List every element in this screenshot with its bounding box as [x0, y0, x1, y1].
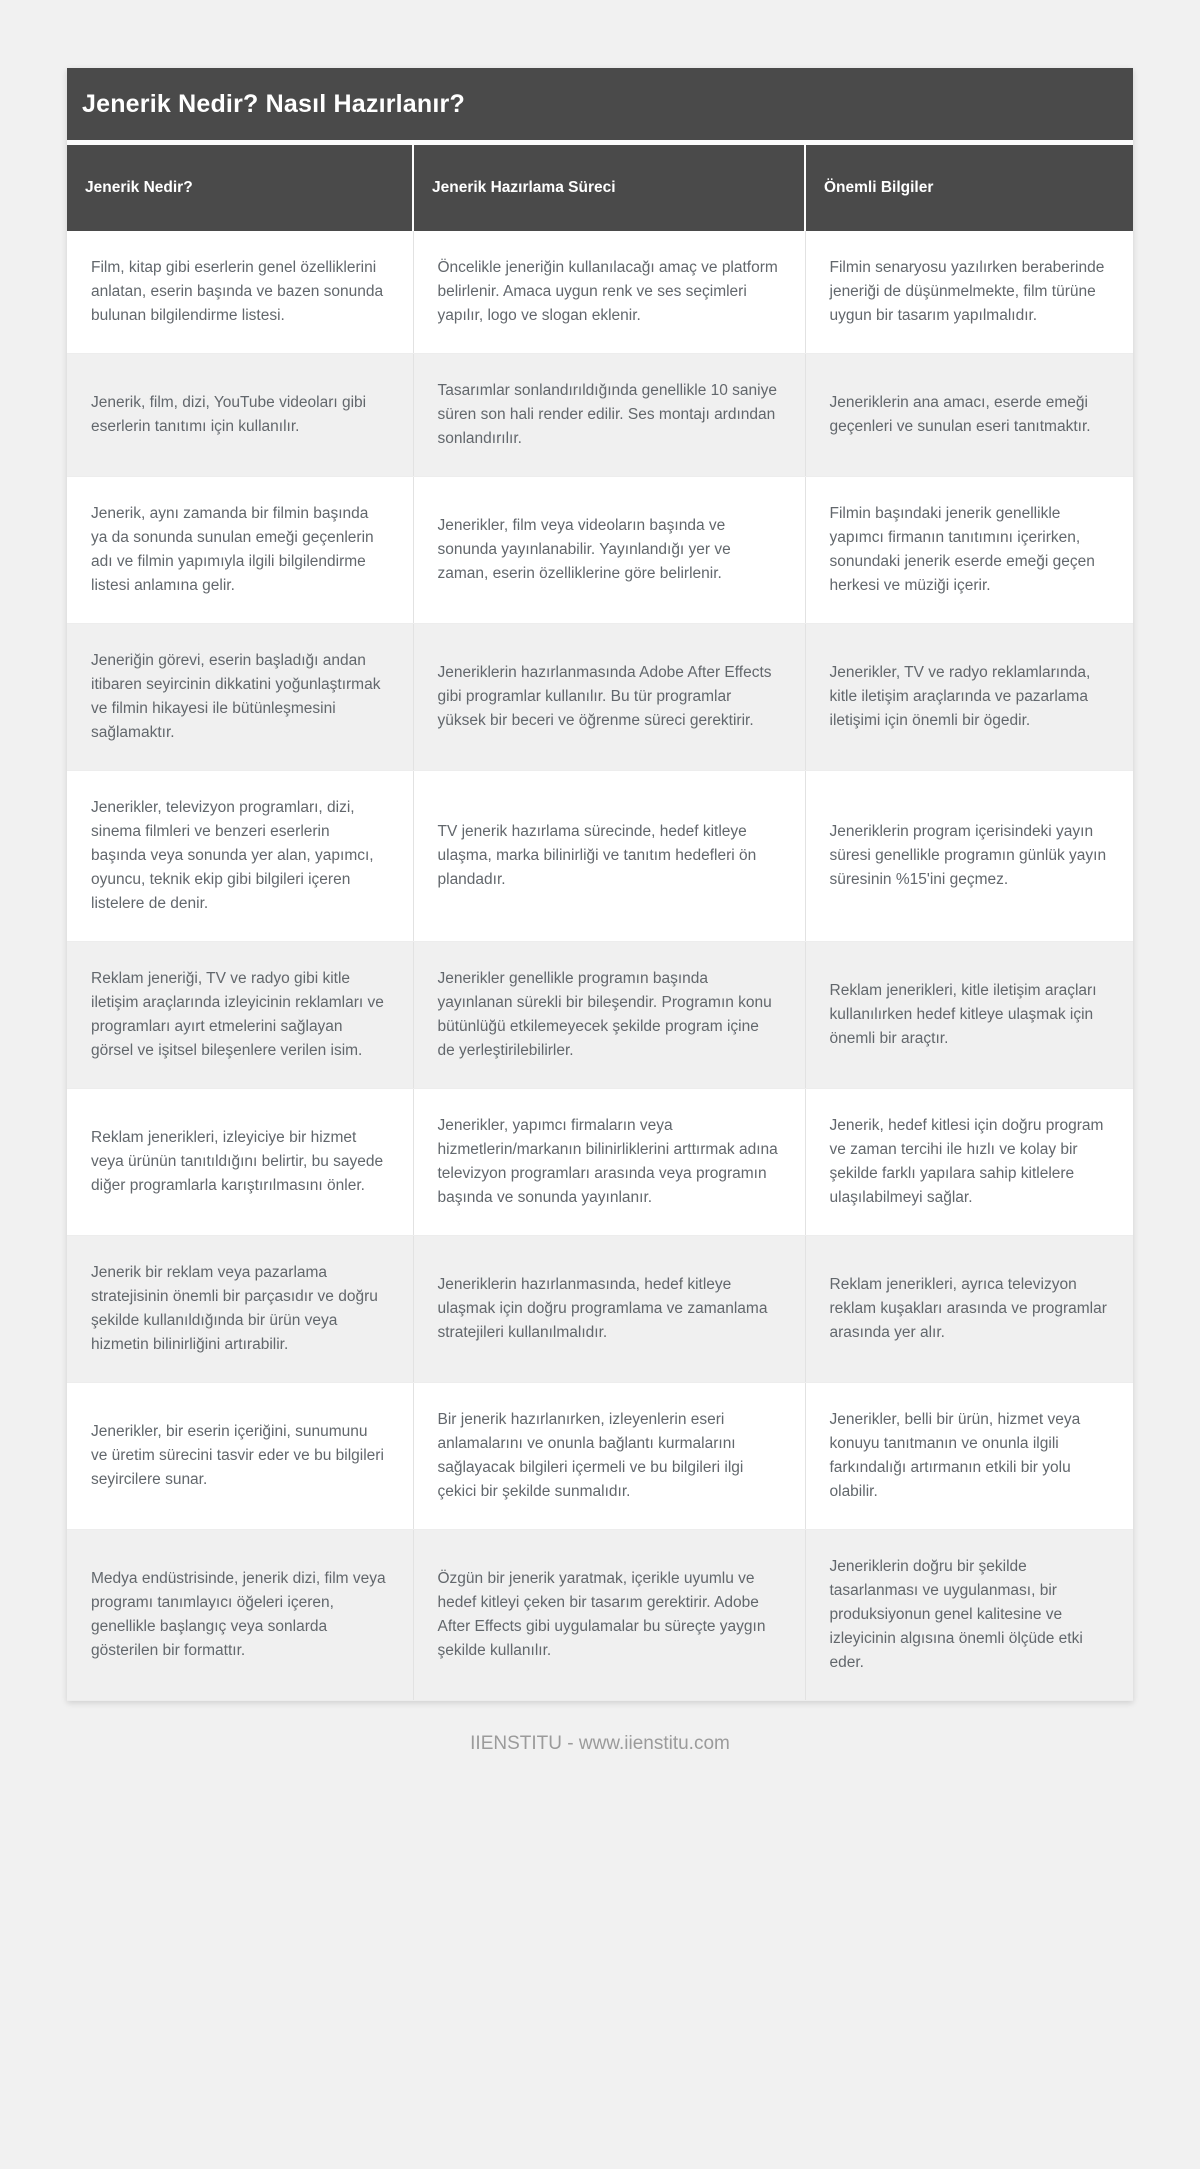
- table-cell: Reklam jenerikleri, kitle iletişim araçları kullanılırken hedef kitleye ulaşmak için önemli bir araçtır.: [805, 942, 1133, 1089]
- table-header: [67, 145, 1133, 231]
- column-header-jenerik-nedir: Jenerik Nedir?: [67, 145, 413, 231]
- table-cell: Film, kitap gibi eserlerin genel özelliklerini anlatan, eserin başında ve bazen sonunda bulunan bilgilendirme listesi.: [67, 231, 413, 354]
- table-cell: Jenerik bir reklam veya pazarlama stratejisinin önemli bir parçasıdır ve doğru şekilde kullanıldığında bir ürün veya hizmetin bilinirliğini artırabilir.: [67, 1236, 413, 1383]
- infographic-card: [67, 68, 1133, 1701]
- table-cell: Reklam jenerikleri, izleyiciye bir hizmet veya ürünün tanıtıldığını belirtir, bu sayede diğer programlarla karıştırılmasını önler.: [67, 1089, 413, 1236]
- table-cell: Jenerik, hedef kitlesi için doğru program ve zaman tercihi ile hızlı ve kolay bir şekilde farklı yapılara sahip kitlelere ulaşılabilmeyi sağlar.: [805, 1089, 1133, 1236]
- page: [0, 68, 1200, 2169]
- table-cell: Jeneriklerin hazırlanmasında Adobe After Effects gibi programlar kullanılır. Bu tür programlar yüksek bir beceri ve öğrenme süreci gerektirir.: [413, 624, 805, 771]
- table-cell: Jenerikler genellikle programın başında yayınlanan sürekli bir bileşendir. Programın konu bütünlüğü etkilemeyecek şekilde program içine de yerleştirilebilirler.: [413, 942, 805, 1089]
- page-title: Jenerik Nedir? Nasıl Hazırlanır?: [82, 89, 465, 118]
- table-cell: Bir jenerik hazırlanırken, izleyenlerin eseri anlamalarını ve onunla bağlantı kurmalarını sağlayacak bilgileri içermeli ve bu bilgileri ilgi çekici bir şekilde sunmalıdır.: [413, 1383, 805, 1530]
- table-row: [67, 624, 1133, 771]
- table-row: [67, 477, 1133, 624]
- table-cell: Reklam jeneriği, TV ve radyo gibi kitle iletişim araçlarında izleyicinin reklamları ve programları ayırt etmelerini sağlayan görsel ve işitsel bileşenlere verilen isim.: [67, 942, 413, 1089]
- table-cell: Jeneriğin görevi, eserin başladığı andan itibaren seyircinin dikkatini yoğunlaştırmak ve filmin hikayesi ile bütünleşmesini sağlamaktır.: [67, 624, 413, 771]
- table-cell: Jeneriklerin ana amacı, eserde emeği geçenleri ve sunulan eseri tanıtmaktır.: [805, 354, 1133, 477]
- table-row: [67, 1089, 1133, 1236]
- table-cell: Jenerikler, TV ve radyo reklamlarında, kitle iletişim araçlarında ve pazarlama iletişimi için önemli bir ögedir.: [805, 624, 1133, 771]
- table-row: [67, 942, 1133, 1089]
- table-row: [67, 1530, 1133, 1701]
- table-cell: Filmin senaryosu yazılırken beraberinde jeneriği de düşünmelmekte, film türüne uygun bir tasarım yapılmalıdır.: [805, 231, 1133, 354]
- table-row: [67, 1236, 1133, 1383]
- table-cell: Öncelikle jeneriğin kullanılacağı amaç ve platform belirlenir. Amaca uygun renk ve ses seçimleri yapılır, logo ve slogan eklenir.: [413, 231, 805, 354]
- table-row: [67, 231, 1133, 354]
- table-cell: Özgün bir jenerik yaratmak, içerikle uyumlu ve hedef kitleyi çeken bir tasarım gerektirir. Adobe After Effects gibi uygulamalar bu süreçte yaygın şekilde kullanılır.: [413, 1530, 805, 1701]
- header-row: [67, 145, 1133, 231]
- table-row: [67, 354, 1133, 477]
- table-cell: Jenerikler, yapımcı firmaların veya hizmetlerin/markanın bilinirliklerini arttırmak adına televizyon programları arasında veya programın başında ve sonunda yayınlanır.: [413, 1089, 805, 1236]
- footer-credit: IIENSTITU - www.iienstitu.com: [470, 1733, 730, 1754]
- column-header-hazirlama-sureci: Jenerik Hazırlama Süreci: [413, 145, 805, 231]
- table-cell: Tasarımlar sonlandırıldığında genellikle 10 saniye süren son hali render edilir. Ses montajı ardından sonlandırılır.: [413, 354, 805, 477]
- table-cell: Jeneriklerin hazırlanmasında, hedef kitleye ulaşmak için doğru programlama ve zamanlama stratejileri kullanılmalıdır.: [413, 1236, 805, 1383]
- table-cell: Medya endüstrisinde, jenerik dizi, film veya programı tanımlayıcı öğeleri içeren, genellikle başlangıç veya sonlarda gösterilen bir formattır.: [67, 1530, 413, 1701]
- table-row: [67, 771, 1133, 942]
- table-cell: TV jenerik hazırlama sürecinde, hedef kitleye ulaşma, marka bilinirliği ve tanıtım hedefleri ön plandadır.: [413, 771, 805, 942]
- table-row: [67, 1383, 1133, 1530]
- title-bar: [67, 68, 1133, 140]
- column-header-onemli-bilgiler: Önemli Bilgiler: [805, 145, 1133, 231]
- table-cell: Jeneriklerin program içerisindeki yayın süresi genellikle programın günlük yayın süresinin %15'ini geçmez.: [805, 771, 1133, 942]
- table-cell: Jenerikler, bir eserin içeriğini, sunumunu ve üretim sürecini tasvir eder ve bu bilgileri seyircilere sunar.: [67, 1383, 413, 1530]
- table-body: [67, 231, 1133, 1701]
- info-table: [67, 145, 1133, 1701]
- table-cell: Reklam jenerikleri, ayrıca televizyon reklam kuşakları arasında ve programlar arasında yer alır.: [805, 1236, 1133, 1383]
- table-cell: Jenerikler, televizyon programları, dizi, sinema filmleri ve benzeri eserlerin başında veya sonunda yer alan, yapımcı, oyuncu, teknik ekip gibi bilgileri içeren listelere de denir.: [67, 771, 413, 942]
- table-cell: Jenerikler, belli bir ürün, hizmet veya konuyu tanıtmanın ve onunla ilgili farkındalığı artırmanın etkili bir yolu olabilir.: [805, 1383, 1133, 1530]
- table-cell: Jenerikler, film veya videoların başında ve sonunda yayınlanabilir. Yayınlandığı yer ve zaman, eserin özelliklerine göre belirlenir.: [413, 477, 805, 624]
- table-cell: Filmin başındaki jenerik genellikle yapımcı firmanın tanıtımını içerirken, sonundaki jenerik eserde emeği geçen herkesi ve müziği içerir.: [805, 477, 1133, 624]
- table-cell: Jenerik, aynı zamanda bir filmin başında ya da sonunda sunulan emeği geçenlerin adı ve filmin yapımıyla ilgili bilgilendirme listesi anlamına gelir.: [67, 477, 413, 624]
- table-cell: Jeneriklerin doğru bir şekilde tasarlanması ve uygulanması, bir produksiyonun genel kalitesine ve izleyicinin algısına önemli ölçüde etki eder.: [805, 1530, 1133, 1701]
- table-cell: Jenerik, film, dizi, YouTube videoları gibi eserlerin tanıtımı için kullanılır.: [67, 354, 413, 477]
